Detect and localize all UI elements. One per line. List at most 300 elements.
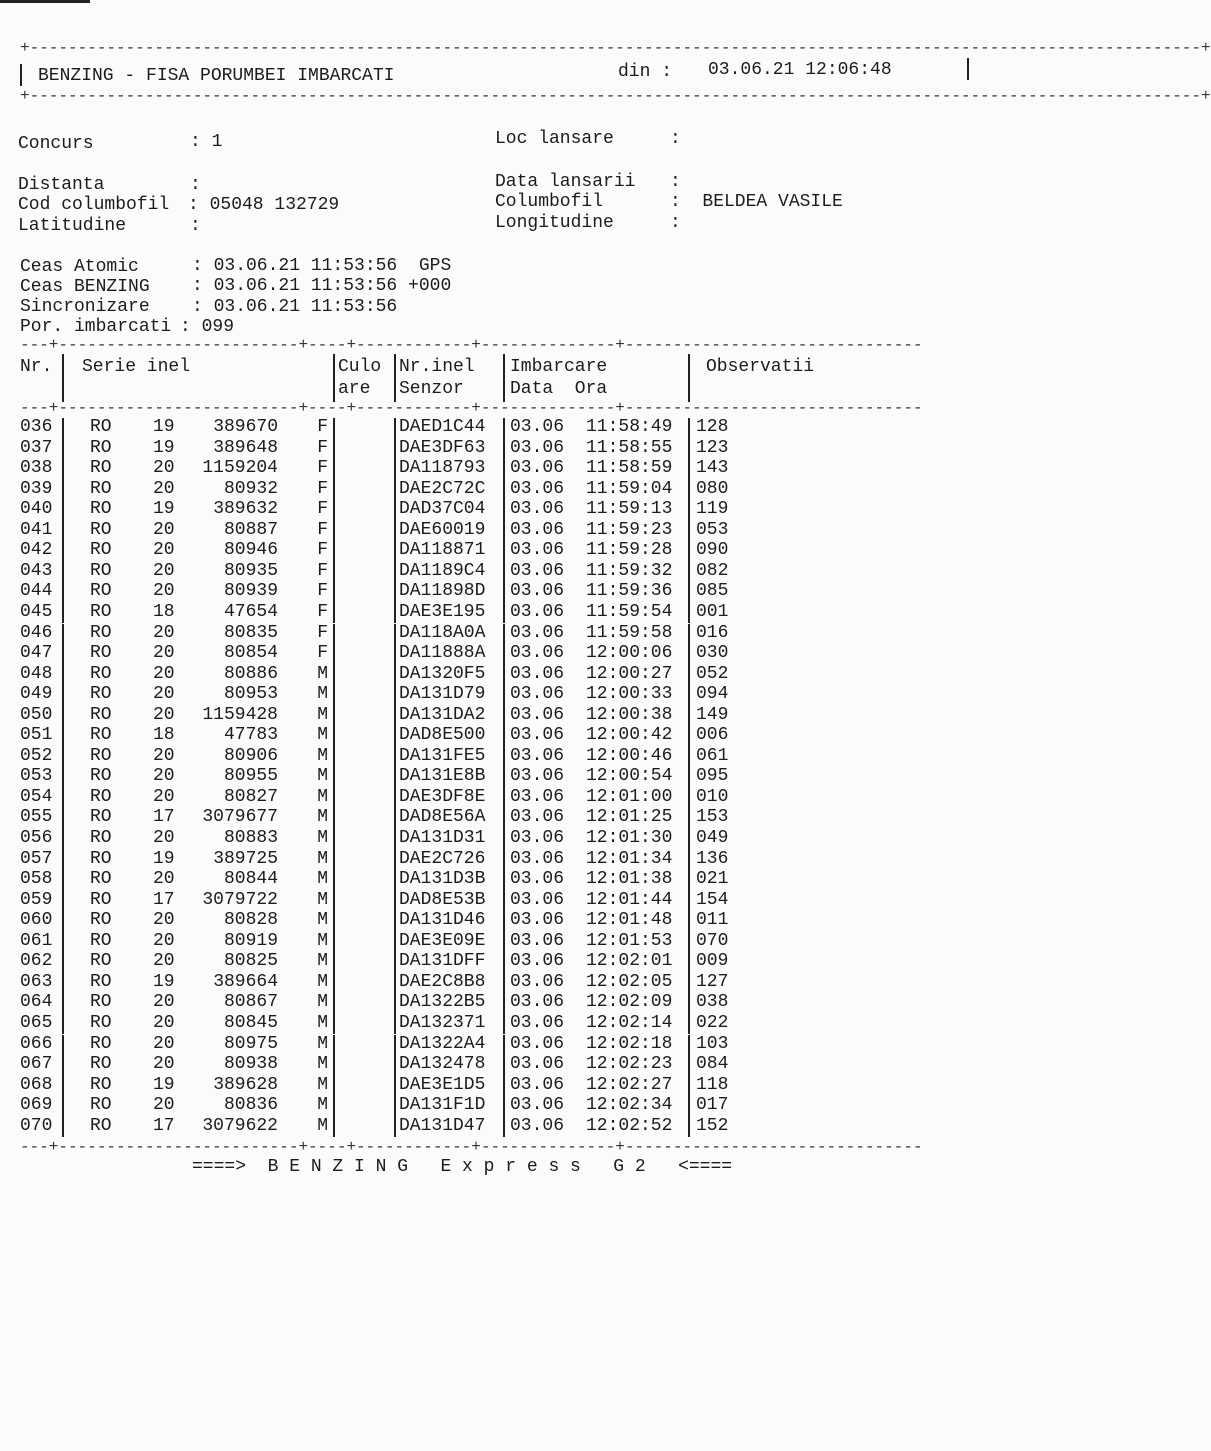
cell-sensor-id: DA131DA2: [399, 704, 486, 725]
cell-date: 03.06: [510, 622, 565, 643]
cell-sensor-id: DA1189C4: [399, 560, 486, 581]
header-top-border: +--------------------------------------------------------------------------------------------------------------------------+: [20, 39, 1211, 57]
cell-sex: M: [317, 910, 328, 931]
cod-columbofil-value: : 05048 132729: [188, 195, 340, 215]
footer-banner: ====> B E N Z I N G E x p r e s s G 2 <====: [192, 1157, 733, 1177]
col-divider: [394, 354, 396, 402]
cell-time: 12:00:54: [586, 766, 673, 787]
latitudine-label: Latitudine: [18, 216, 127, 236]
cell-sensor-id: DA131D31: [399, 828, 486, 848]
cell-observatii: 022: [696, 1012, 729, 1033]
cell-date: 03.06: [510, 828, 565, 848]
col-divider: [394, 829, 396, 850]
col-divider: [333, 1035, 335, 1056]
cell-sex: M: [317, 1012, 328, 1033]
cell-year: 19: [153, 437, 175, 458]
cell-ring-number: 80836: [223, 1095, 278, 1116]
cell-nr: 046: [20, 622, 53, 643]
cell-time: 11:59:28: [586, 540, 673, 561]
col-divider: [394, 1076, 396, 1097]
cell-time: 12:00:38: [586, 704, 673, 725]
cell-country: RO: [90, 971, 112, 992]
col-divider: [688, 1117, 690, 1138]
data-lansarii-value: :: [670, 172, 681, 192]
col-divider: [394, 521, 396, 542]
cell-date: 03.06: [510, 437, 565, 458]
cell-time: 12:01:00: [586, 786, 673, 807]
header-left-bar: [20, 64, 22, 86]
cell-date: 03.06: [510, 766, 565, 787]
cell-country: RO: [90, 1054, 112, 1075]
cell-sex: M: [317, 684, 328, 705]
cell-nr: 069: [20, 1095, 53, 1116]
cell-year: 18: [153, 725, 175, 746]
header-right-bar: [967, 58, 969, 80]
cell-sensor-id: DA131FE5: [399, 745, 486, 766]
col-divider: [62, 850, 64, 871]
col-header-imbarcare-2: Data Ora: [510, 379, 608, 399]
col-divider: [503, 829, 505, 850]
cell-observatii: 154: [696, 889, 729, 910]
cell-year: 20: [153, 581, 175, 602]
col-divider: [503, 850, 505, 871]
cell-observatii: 038: [696, 992, 729, 1013]
col-divider: [333, 891, 335, 912]
cell-time: 11:58:55: [586, 437, 673, 458]
col-header-observatii: Observatii: [706, 357, 815, 377]
cell-ring-number: 3079677: [202, 807, 278, 828]
cell-date: 03.06: [510, 725, 565, 746]
col-divider: [333, 1076, 335, 1097]
cell-sex: M: [317, 807, 328, 828]
col-divider: [394, 459, 396, 480]
cell-sex: M: [317, 745, 328, 766]
cell-year: 20: [153, 540, 175, 561]
cell-country: RO: [90, 889, 112, 910]
ceas-atomic-value: : 03.06.21 11:53:56 GPS: [192, 256, 452, 276]
col-header-nr-inel-2: Senzor: [399, 379, 464, 399]
col-divider: [62, 603, 64, 624]
col-divider: [503, 911, 505, 932]
cell-ring-number: 1159428: [202, 704, 278, 725]
col-divider: [62, 952, 64, 973]
col-divider: [394, 808, 396, 829]
cell-nr: 037: [20, 437, 53, 458]
col-divider: [688, 706, 690, 727]
col-divider: [688, 726, 690, 747]
cell-sensor-id: DAE2C8B8: [399, 971, 486, 992]
col-divider: [394, 541, 396, 562]
col-divider: [688, 808, 690, 829]
col-divider: [394, 644, 396, 665]
col-divider: [62, 354, 64, 402]
col-divider: [688, 993, 690, 1014]
col-divider: [333, 418, 335, 439]
cell-date: 03.06: [510, 458, 565, 479]
cell-sensor-id: DAD8E53B: [399, 889, 486, 910]
col-divider: [503, 644, 505, 665]
col-divider: [62, 1117, 64, 1138]
col-divider: [394, 767, 396, 788]
col-divider: [503, 665, 505, 686]
ceas-benzing-value: : 03.06.21 11:53:56 +000: [192, 276, 452, 296]
cell-sex: M: [317, 663, 328, 684]
cell-year: 20: [153, 869, 175, 890]
cell-ring-number: 80835: [223, 622, 278, 643]
col-divider: [688, 685, 690, 706]
col-divider: [62, 829, 64, 850]
col-divider: [62, 891, 64, 912]
col-divider: [503, 1117, 505, 1138]
cell-year: 19: [153, 971, 175, 992]
cell-time: 11:59:04: [586, 478, 673, 499]
cell-year: 19: [153, 848, 175, 869]
cell-date: 03.06: [510, 540, 565, 561]
cell-sex: M: [317, 1095, 328, 1116]
col-divider: [62, 665, 64, 686]
cod-columbofil-label: Cod columbofil: [18, 195, 170, 215]
col-divider: [62, 993, 64, 1014]
col-divider: [62, 747, 64, 768]
cell-ring-number: 80906: [223, 745, 278, 766]
cell-sensor-id: DAE2C726: [399, 848, 486, 869]
col-divider: [62, 767, 64, 788]
cell-nr: 053: [20, 766, 53, 787]
cell-time: 11:59:54: [586, 601, 673, 622]
col-divider: [688, 973, 690, 994]
col-divider: [333, 354, 335, 402]
cell-country: RO: [90, 581, 112, 602]
col-divider: [688, 418, 690, 439]
cell-country: RO: [90, 725, 112, 746]
cell-year: 20: [153, 1054, 175, 1075]
col-divider: [62, 624, 64, 645]
cell-date: 03.06: [510, 930, 565, 951]
col-divider: [688, 562, 690, 583]
cell-country: RO: [90, 601, 112, 622]
col-divider: [503, 521, 505, 542]
col-divider: [394, 850, 396, 871]
cell-ring-number: 389725: [213, 848, 278, 869]
cell-time: 11:58:49: [586, 417, 673, 437]
cell-ring-number: 80938: [223, 1054, 278, 1075]
cell-nr: 060: [20, 910, 53, 931]
col-divider: [688, 870, 690, 891]
distanta-label: Distanta: [18, 175, 105, 195]
table-header-bottom-border: ---+-------------------------+----+------------+--------------+-------------------------------: [20, 399, 923, 417]
col-header-culoare-1: Culo: [338, 357, 382, 377]
cell-ring-number: 80845: [223, 1012, 278, 1033]
cell-nr: 058: [20, 869, 53, 890]
cell-observatii: 070: [696, 930, 729, 951]
col-divider: [503, 973, 505, 994]
col-divider: [688, 1014, 690, 1035]
cell-time: 11:59:13: [586, 499, 673, 520]
cell-time: 12:00:46: [586, 745, 673, 766]
cell-date: 03.06: [510, 971, 565, 992]
col-divider: [503, 418, 505, 439]
cell-time: 12:01:38: [586, 869, 673, 890]
cell-year: 20: [153, 745, 175, 766]
cell-observatii: 011: [696, 910, 729, 931]
cell-observatii: 010: [696, 786, 729, 807]
col-divider: [333, 624, 335, 645]
cell-ring-number: 80883: [223, 828, 278, 848]
cell-nr: 049: [20, 684, 53, 705]
cell-sensor-id: DAE3DF63: [399, 437, 486, 458]
cell-country: RO: [90, 478, 112, 499]
col-divider: [688, 747, 690, 768]
cell-date: 03.06: [510, 992, 565, 1013]
cell-date: 03.06: [510, 1054, 565, 1075]
cell-time: 12:01:48: [586, 910, 673, 931]
cell-time: 12:02:52: [586, 1115, 673, 1136]
col-divider: [394, 582, 396, 603]
col-divider: [333, 500, 335, 521]
col-divider: [503, 1014, 505, 1035]
cell-observatii: 090: [696, 540, 729, 561]
cell-country: RO: [90, 704, 112, 725]
cell-observatii: 149: [696, 704, 729, 725]
cell-nr: 065: [20, 1012, 53, 1033]
cell-time: 12:00:33: [586, 684, 673, 705]
col-header-nr-inel-1: Nr.inel: [399, 357, 475, 377]
col-divider: [394, 624, 396, 645]
cell-sex: F: [317, 601, 328, 622]
col-divider: [333, 439, 335, 460]
col-divider: [333, 562, 335, 583]
col-divider: [62, 706, 64, 727]
cell-sex: M: [317, 889, 328, 910]
cell-country: RO: [90, 828, 112, 848]
cell-observatii: 119: [696, 499, 729, 520]
cell-year: 20: [153, 951, 175, 972]
col-divider: [333, 973, 335, 994]
col-divider: [333, 808, 335, 829]
cell-year: 19: [153, 417, 175, 437]
col-divider: [333, 932, 335, 953]
col-divider: [503, 685, 505, 706]
col-divider: [688, 1035, 690, 1056]
cell-country: RO: [90, 499, 112, 520]
cell-sex: F: [317, 560, 328, 581]
cell-year: 20: [153, 560, 175, 581]
document-title: BENZING - FISA PORUMBEI IMBARCATI: [38, 66, 395, 86]
cell-ring-number: 389632: [213, 499, 278, 520]
header-bottom-border: +--------------------------------------------------------------------------------------------------------------------------+: [20, 87, 1211, 105]
col-divider: [503, 808, 505, 829]
cell-nr: 051: [20, 725, 53, 746]
col-divider: [62, 582, 64, 603]
cell-time: 12:02:27: [586, 1074, 673, 1095]
col-divider: [62, 788, 64, 809]
cell-country: RO: [90, 540, 112, 561]
col-divider: [333, 603, 335, 624]
cell-country: RO: [90, 848, 112, 869]
cell-ring-number: 47783: [223, 725, 278, 746]
cell-sensor-id: DA1320F5: [399, 663, 486, 684]
col-divider: [394, 870, 396, 891]
col-divider: [688, 932, 690, 953]
cell-ring-number: 389670: [213, 417, 278, 437]
cell-observatii: 009: [696, 951, 729, 972]
col-divider: [503, 500, 505, 521]
cell-sex: M: [317, 951, 328, 972]
cell-sex: M: [317, 1115, 328, 1136]
col-divider: [333, 870, 335, 891]
cell-nr: 068: [20, 1074, 53, 1095]
cell-sensor-id: DAE3E195: [399, 601, 486, 622]
cell-sensor-id: DAD37C04: [399, 499, 486, 520]
cell-sensor-id: DA131DFF: [399, 951, 486, 972]
col-divider: [688, 603, 690, 624]
cell-sensor-id: DA131F1D: [399, 1095, 486, 1116]
cell-year: 17: [153, 1115, 175, 1136]
col-divider: [394, 788, 396, 809]
cell-sensor-id: DAE3E1D5: [399, 1074, 486, 1095]
cell-observatii: 053: [696, 519, 729, 540]
cell-sensor-id: DA131D46: [399, 910, 486, 931]
cell-date: 03.06: [510, 560, 565, 581]
cell-country: RO: [90, 417, 112, 437]
cell-observatii: 052: [696, 663, 729, 684]
col-divider: [688, 1055, 690, 1076]
col-divider: [394, 706, 396, 727]
col-divider: [688, 480, 690, 501]
cell-date: 03.06: [510, 889, 565, 910]
cell-observatii: 103: [696, 1033, 729, 1054]
col-divider: [62, 726, 64, 747]
cell-date: 03.06: [510, 417, 565, 437]
cell-ring-number: 3079622: [202, 1115, 278, 1136]
cell-year: 20: [153, 643, 175, 664]
cell-date: 03.06: [510, 869, 565, 890]
cell-year: 20: [153, 930, 175, 951]
cell-country: RO: [90, 1074, 112, 1095]
cell-year: 20: [153, 458, 175, 479]
cell-sex: F: [317, 478, 328, 499]
col-divider: [62, 541, 64, 562]
cell-sex: M: [317, 828, 328, 848]
table-header-top-border: ---+-------------------------+----+------------+--------------+-------------------------------: [20, 336, 923, 354]
cell-nr: 066: [20, 1033, 53, 1054]
col-divider: [688, 1096, 690, 1117]
cell-time: 12:01:30: [586, 828, 673, 848]
cell-sex: F: [317, 540, 328, 561]
col-divider: [394, 911, 396, 932]
col-divider: [333, 665, 335, 686]
columbofil-label: Columbofil: [495, 192, 604, 212]
cell-observatii: 030: [696, 643, 729, 664]
col-divider: [394, 1014, 396, 1035]
cell-time: 11:59:32: [586, 560, 673, 581]
col-divider: [688, 911, 690, 932]
cell-observatii: 127: [696, 971, 729, 992]
col-divider: [688, 665, 690, 686]
col-divider: [688, 767, 690, 788]
col-divider: [503, 788, 505, 809]
cell-ring-number: 80886: [223, 663, 278, 684]
col-divider: [503, 1096, 505, 1117]
cell-date: 03.06: [510, 1012, 565, 1033]
cell-nr: 043: [20, 560, 53, 581]
table-bottom-border: ---+-------------------------+----+------------+--------------+-------------------------------: [20, 1138, 923, 1156]
cell-nr: 052: [20, 745, 53, 766]
cell-country: RO: [90, 1095, 112, 1116]
cell-observatii: 001: [696, 601, 729, 622]
cell-date: 03.06: [510, 807, 565, 828]
col-divider: [62, 1014, 64, 1035]
cell-date: 03.06: [510, 499, 565, 520]
cell-country: RO: [90, 910, 112, 931]
cell-ring-number: 80827: [223, 786, 278, 807]
cell-nr: 055: [20, 807, 53, 828]
cell-date: 03.06: [510, 1115, 565, 1136]
col-divider: [62, 500, 64, 521]
col-divider: [503, 1035, 505, 1056]
col-divider: [394, 562, 396, 583]
cell-date: 03.06: [510, 663, 565, 684]
cell-ring-number: 80867: [223, 992, 278, 1013]
col-divider: [333, 685, 335, 706]
cell-ring-number: 47654: [223, 601, 278, 622]
cell-time: 12:01:34: [586, 848, 673, 869]
cell-observatii: 123: [696, 437, 729, 458]
cell-ring-number: 80828: [223, 910, 278, 931]
cell-ring-number: 80975: [223, 1033, 278, 1054]
cell-year: 20: [153, 684, 175, 705]
col-divider: [62, 644, 64, 665]
col-divider: [333, 1117, 335, 1138]
por-imbarcati-label: Por. imbarcati: [20, 317, 172, 337]
loc-lansare-label: Loc lansare: [495, 129, 614, 149]
col-divider: [333, 850, 335, 871]
col-divider: [333, 747, 335, 768]
cell-ring-number: 80919: [223, 930, 278, 951]
cell-date: 03.06: [510, 601, 565, 622]
col-divider: [394, 418, 396, 439]
cell-year: 19: [153, 1074, 175, 1095]
cell-sex: M: [317, 786, 328, 807]
col-divider: [394, 973, 396, 994]
cell-date: 03.06: [510, 581, 565, 602]
cell-time: 11:59:58: [586, 622, 673, 643]
cell-sensor-id: DA11888A: [399, 643, 486, 664]
cell-nr: 064: [20, 992, 53, 1013]
cell-year: 17: [153, 807, 175, 828]
col-divider: [394, 1096, 396, 1117]
col-divider: [62, 480, 64, 501]
cell-sex: F: [317, 417, 328, 437]
col-divider: [688, 500, 690, 521]
cell-sex: F: [317, 499, 328, 520]
din-label: din :: [618, 62, 673, 82]
col-divider: [333, 767, 335, 788]
cell-sensor-id: DA11898D: [399, 581, 486, 602]
col-divider: [503, 480, 505, 501]
col-divider: [333, 788, 335, 809]
col-divider: [688, 644, 690, 665]
cell-ring-number: 80939: [223, 581, 278, 602]
cell-time: 12:01:25: [586, 807, 673, 828]
cell-year: 20: [153, 1033, 175, 1054]
cell-sensor-id: DAE60019: [399, 519, 486, 540]
longitudine-value: :: [670, 213, 681, 233]
cell-ring-number: 80932: [223, 478, 278, 499]
cell-country: RO: [90, 786, 112, 807]
cell-year: 20: [153, 663, 175, 684]
col-divider: [62, 911, 64, 932]
